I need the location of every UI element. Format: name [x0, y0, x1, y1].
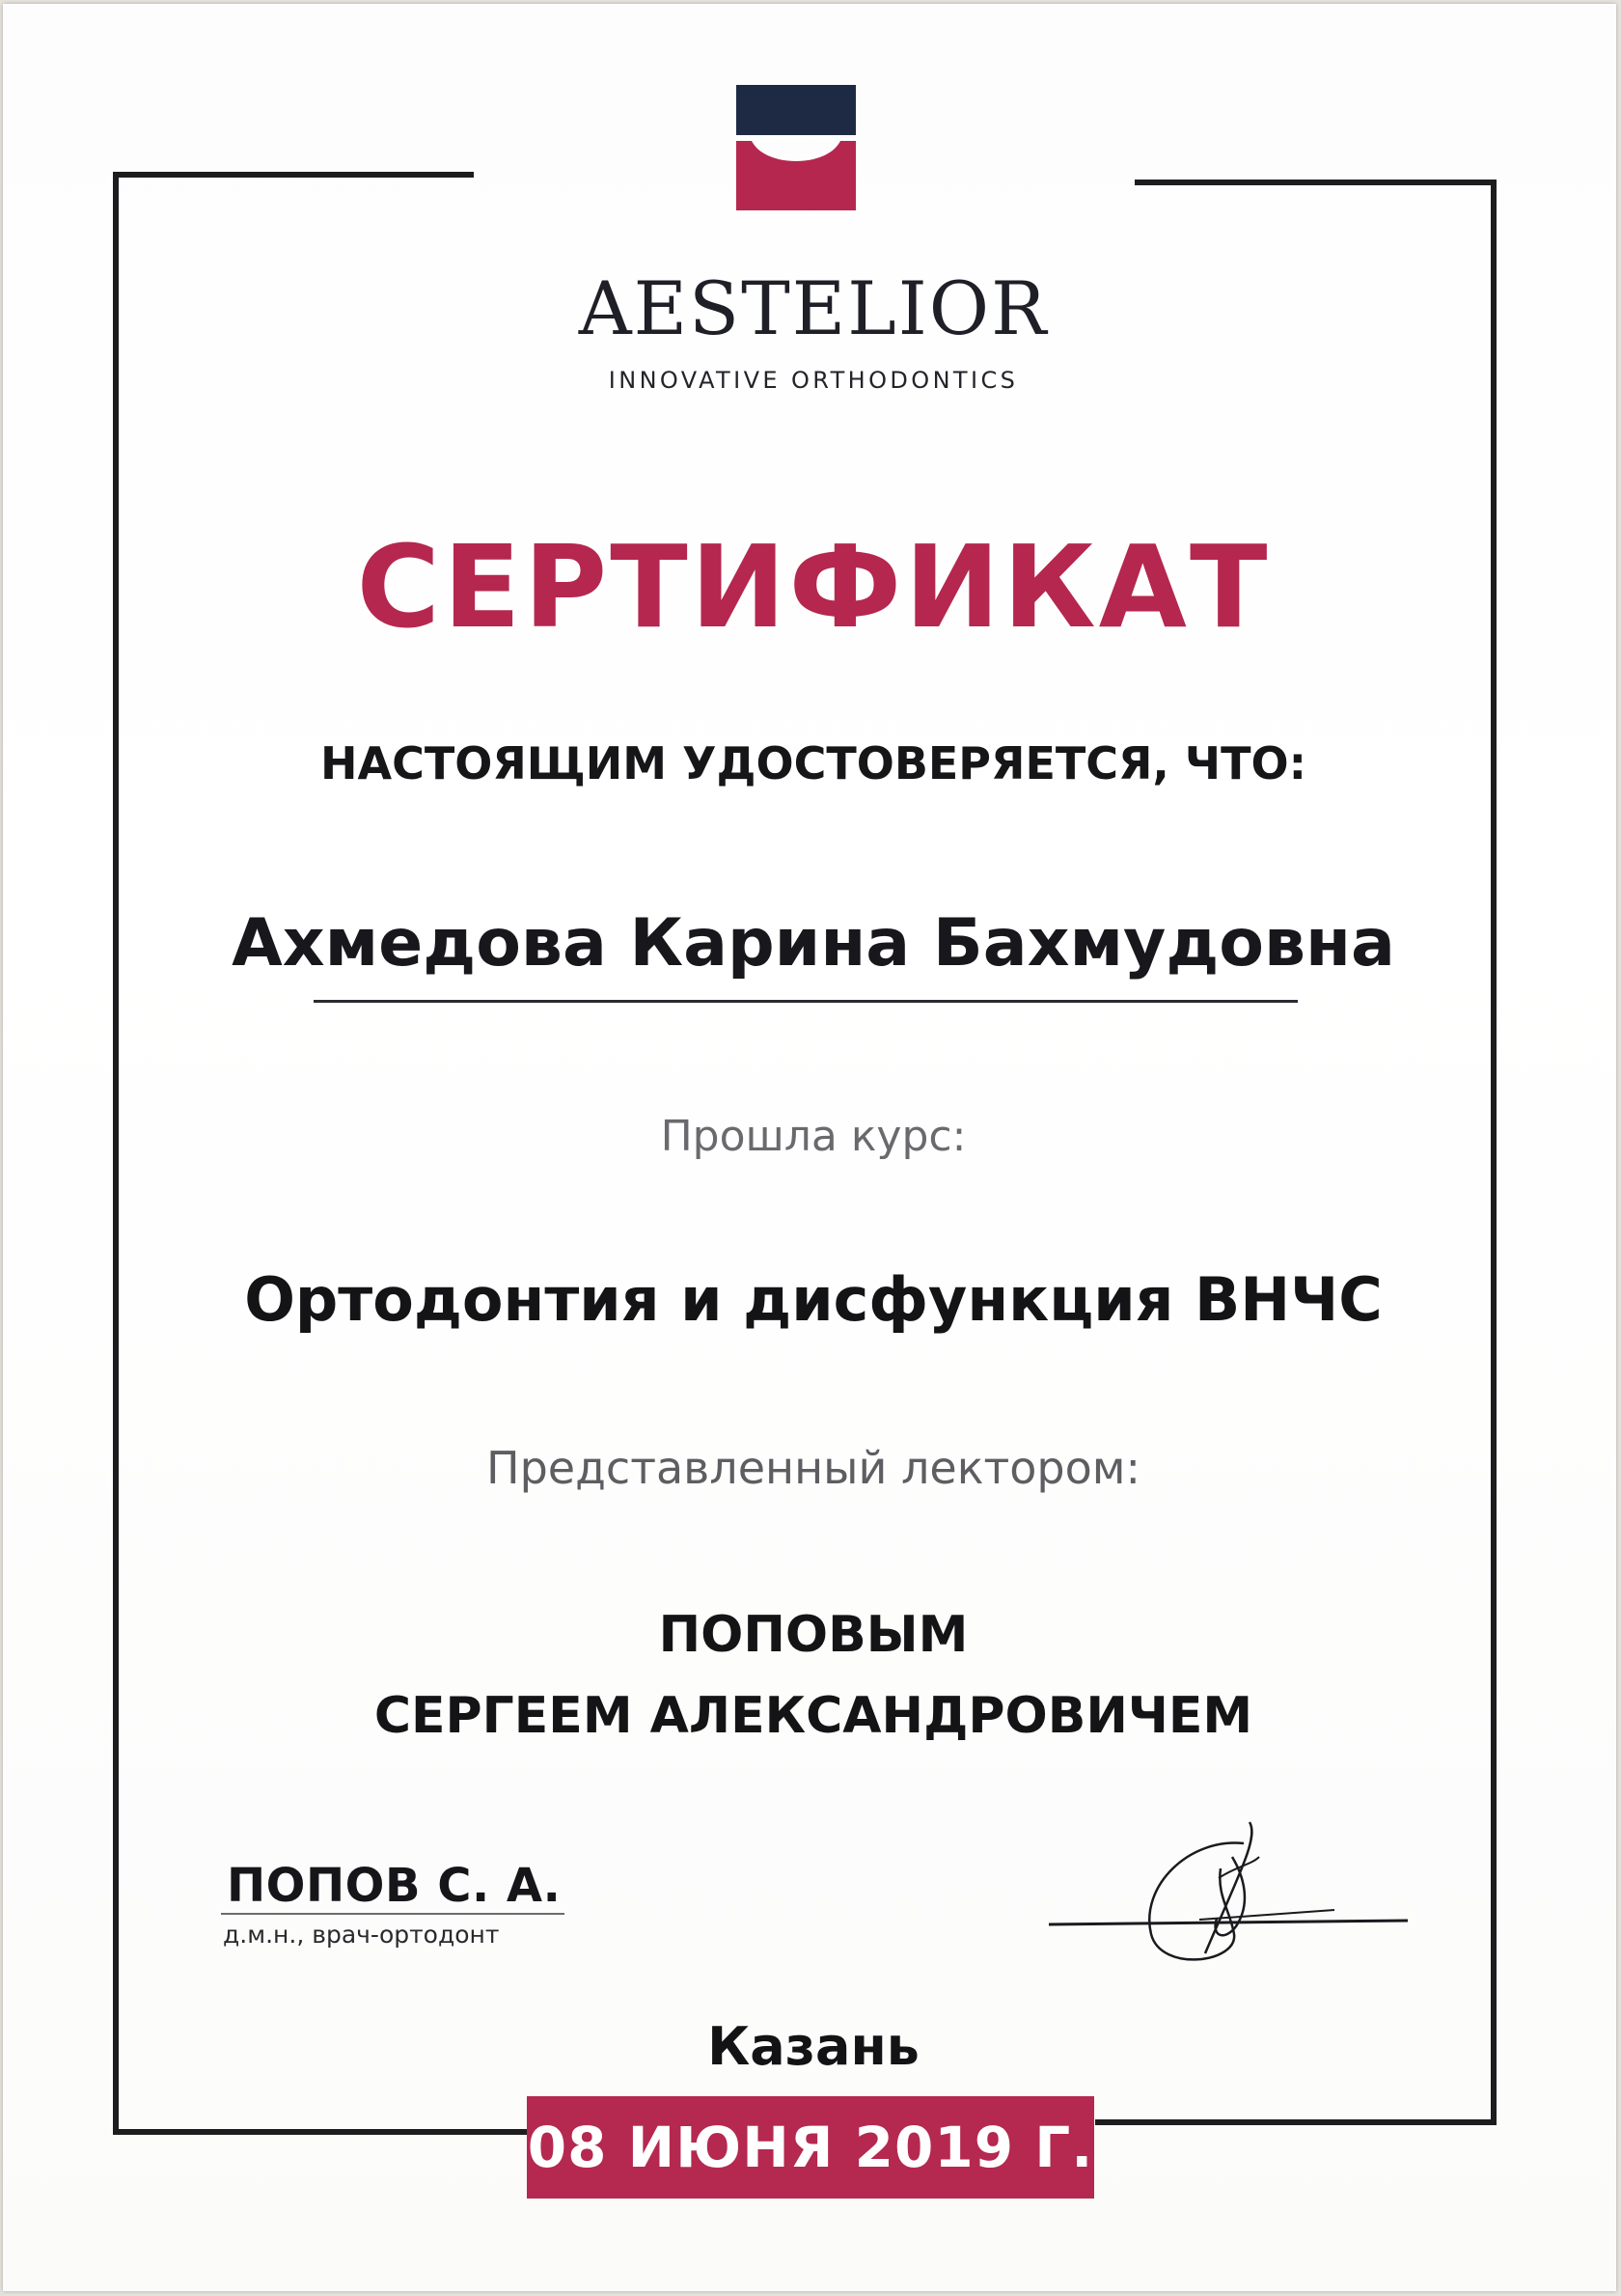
frame-border-bottom-left — [113, 2129, 530, 2135]
city-label: Казань — [707, 2016, 920, 2077]
frame-border-top-right — [1135, 180, 1497, 185]
frame-border-top-left — [115, 172, 474, 178]
signatory-name: ПОПОВ С. А. — [227, 1859, 562, 1913]
recipient-underline — [314, 1000, 1298, 1003]
certificate-sheet — [3, 4, 1616, 2291]
recipient-name: Ахмедова Карина Бахмудовна — [232, 905, 1395, 982]
brand-tagline: INNOVATIVE ORTHODONTICS — [608, 367, 1019, 394]
lecturer-surname: ПОПОВЫМ — [658, 1606, 969, 1664]
brand-name: AESTELIOR — [578, 265, 1049, 351]
handwritten-signature — [1045, 1818, 1412, 1973]
certificate-title: СЕРТИФИКАТ — [356, 520, 1271, 653]
signatory-title: д.м.н., врач-ортодонт — [223, 1921, 500, 1949]
course-label: Прошла курс: — [660, 1112, 967, 1161]
certification-statement: НАСТОЯЩИМ УДОСТОВЕРЯЕТСЯ, ЧТО: — [320, 737, 1306, 789]
course-title: Ортодонтия и дисфункция ВНЧС — [244, 1264, 1383, 1335]
lecturer-given-names: СЕРГЕЕМ АЛЕКСАНДРОВИЧЕМ — [373, 1687, 1253, 1745]
frame-border-bottom-right — [1095, 2119, 1497, 2125]
signatory-rule — [221, 1913, 564, 1915]
aestelior-logo-icon — [736, 85, 856, 210]
date-badge: 08 ИЮНЯ 2019 Г. — [527, 2096, 1094, 2199]
lecturer-label: Представленный лектором: — [486, 1442, 1140, 1494]
